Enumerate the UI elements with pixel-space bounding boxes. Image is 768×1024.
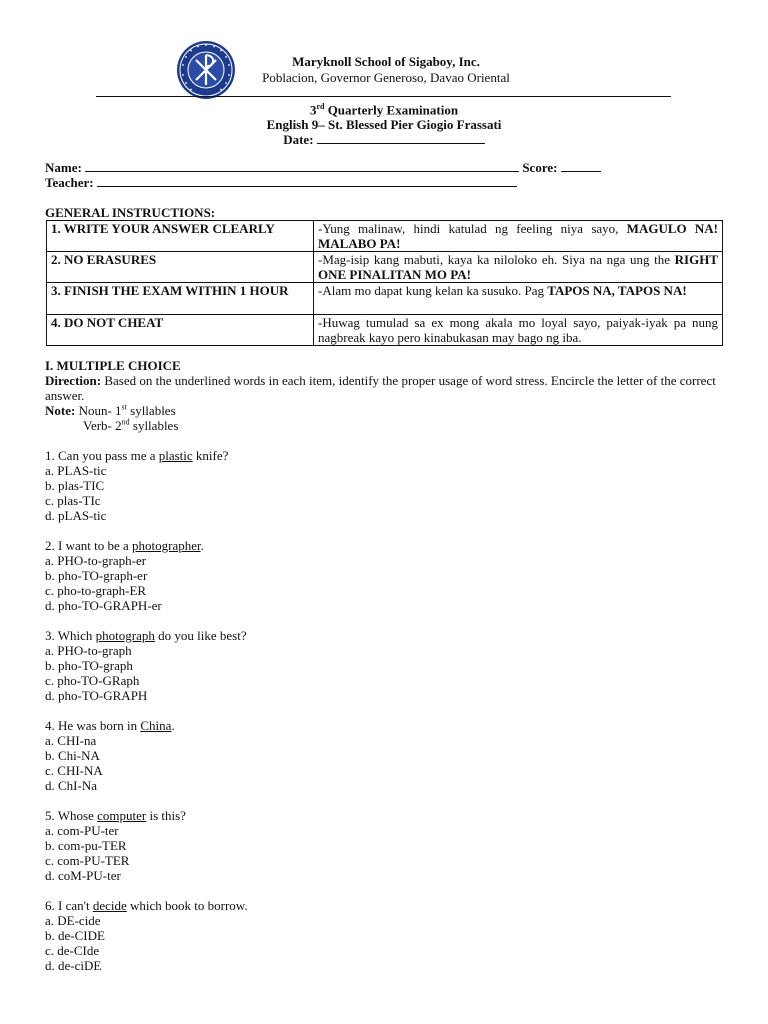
direction-label: Direction:: [45, 373, 102, 388]
answer-option[interactable]: b. com-pu-TER: [45, 838, 127, 853]
answer-option[interactable]: a. PHO-to-graph-er: [45, 553, 147, 568]
question-stem: [45, 448, 725, 463]
stem-pre: 1. Can you pass me a: [45, 448, 159, 463]
name-field[interactable]: [85, 160, 519, 172]
school-address: Poblacion, Governor Generoso, Davao Oriental: [262, 70, 510, 85]
instruction-row: [47, 252, 723, 283]
answer-option[interactable]: c. plas-TIc: [45, 493, 101, 508]
multiple-choice-section: [45, 358, 725, 973]
instruction-row: [47, 221, 723, 252]
instruction-row: [47, 315, 723, 346]
note-noun: [45, 403, 725, 418]
note-emphasis: TAPOS NA, TAPOS NA!: [547, 283, 687, 298]
answer-option[interactable]: b. de-CIDE: [45, 928, 105, 943]
answer-option[interactable]: c. com-PU-TER: [45, 853, 130, 868]
name-score-row: [45, 160, 601, 175]
quarter-suffix: rd: [316, 102, 325, 111]
stem-pre: 2. I want to be a: [45, 538, 133, 553]
answer-option[interactable]: d. pLAS-tic: [45, 508, 107, 523]
note-text: -Huwag tumulad sa ex mong akala mo loyal sayo, paiyak-iyak pa nung nagbreak kayo pero kinabukasan may bago ng iba.: [318, 315, 718, 345]
quarter-number: 3: [309, 102, 317, 118]
answer-option[interactable]: d. pho-TO-GRAPH-er: [45, 598, 162, 613]
date-label: Date:: [283, 132, 317, 148]
question-stem: [45, 808, 725, 823]
question-stem: [45, 898, 725, 913]
answer-option[interactable]: a. DE-cide: [45, 913, 101, 928]
score-label: Score:: [519, 160, 561, 175]
instruction-note: [314, 283, 723, 315]
instruction-note: [314, 252, 723, 283]
answer-option[interactable]: c. pho-TO-GRaph: [45, 673, 140, 688]
teacher-label: Teacher:: [45, 175, 97, 190]
teacher-row: [45, 175, 517, 190]
stem-post: .: [200, 538, 204, 553]
underlined-word: computer: [97, 808, 147, 823]
stem-post: is this?: [146, 808, 186, 823]
direction-text: Based on the underlined words in each item, identify the proper usage of word stress. Encircle the letter of the correct answer.: [45, 373, 716, 403]
question: [45, 448, 725, 523]
date-row: [196, 132, 572, 147]
stem-pre: 3. Which: [45, 628, 96, 643]
underlined-word: decide: [92, 898, 127, 913]
note-verb: [45, 418, 725, 433]
answer-option[interactable]: c. CHI-NA: [45, 763, 103, 778]
note-verb-tail: syllables: [129, 418, 179, 433]
instruction-note: [314, 221, 723, 252]
underlined-word: plastic: [158, 448, 193, 463]
stem-post: which book to borrow.: [126, 898, 248, 913]
answer-option[interactable]: b. Chi-NA: [45, 748, 100, 763]
note-noun-text: Noun- 1: [75, 403, 122, 418]
answer-option[interactable]: c. de-CIde: [45, 943, 100, 958]
exam-title: [196, 99, 572, 117]
note-label: Note:: [45, 403, 76, 418]
instruction-rule: 4. DO NOT CHEAT: [47, 315, 314, 346]
note-noun-sup: st: [121, 402, 127, 412]
stem-pre: 4. He was born in: [45, 718, 141, 733]
header-divider: [96, 96, 671, 97]
school-seal-chi-rho-icon: [176, 40, 236, 100]
answer-option[interactable]: d. coM-PU-ter: [45, 868, 121, 883]
instruction-rule: 2. NO ERASURES: [47, 252, 314, 283]
question: [45, 898, 725, 973]
answer-option[interactable]: b. plas-TIC: [45, 478, 105, 493]
answer-option[interactable]: a. CHI-na: [45, 733, 97, 748]
note-noun-tail: syllables: [126, 403, 176, 418]
instruction-rule: 3. FINISH THE EXAM WITHIN 1 HOUR: [47, 283, 314, 315]
question: [45, 628, 725, 703]
underlined-word: photograph: [95, 628, 155, 643]
answer-option[interactable]: c. pho-to-graph-ER: [45, 583, 147, 598]
question-stem: [45, 628, 725, 643]
date-field[interactable]: [317, 132, 485, 144]
note-emphasis: RIGHT ONE PINALITAN MO PA!: [318, 252, 718, 282]
section-title: I. MULTIPLE CHOICE: [45, 358, 181, 373]
name-label: Name:: [45, 160, 86, 175]
score-field[interactable]: [561, 160, 601, 172]
direction: [45, 373, 725, 403]
note-text: -Alam mo dapat kung kelan ka susuko. Pag: [318, 283, 548, 298]
exam-title-block: [196, 99, 572, 147]
question-stem: [45, 538, 725, 553]
question: [45, 538, 725, 613]
underlined-word: photographer: [132, 538, 201, 553]
answer-option[interactable]: b. pho-TO-graph-er: [45, 568, 148, 583]
answer-option[interactable]: d. ChI-Na: [45, 778, 97, 793]
general-instructions-title: GENERAL INSTRUCTIONS:: [45, 205, 216, 220]
school-header: [238, 54, 534, 86]
question-stem: [45, 718, 725, 733]
note-emphasis: MAGULO NA! MALABO PA!: [318, 221, 718, 251]
note-verb-text: Verb- 2: [83, 418, 122, 433]
stem-post: knife?: [192, 448, 229, 463]
stem-post: do you like best?: [154, 628, 247, 643]
note-text: -Yung malinaw, hindi katulad ng feeling niya sayo,: [318, 221, 627, 236]
teacher-field[interactable]: [97, 175, 517, 187]
answer-option[interactable]: a. com-PU-ter: [45, 823, 119, 838]
stem-pre: 6. I can't: [45, 898, 93, 913]
exam-subject: English 9– St. Blessed Pier Giogio Frassati: [266, 117, 502, 133]
instruction-row: [47, 283, 723, 315]
stem-post: .: [171, 718, 175, 733]
question: [45, 718, 725, 793]
exam-type: Quarterly Examination: [324, 102, 459, 118]
answer-option[interactable]: b. pho-TO-graph: [45, 658, 133, 673]
underlined-word: China: [140, 718, 172, 733]
instruction-rule: 1. WRITE YOUR ANSWER CLEARLY: [47, 221, 314, 252]
school-name: Maryknoll School of Sigaboy, Inc.: [292, 54, 480, 69]
note-text: -Mag-isip kang mabuti, kaya ka niloloko eh. Siya na nga ung the: [318, 252, 675, 267]
answer-option[interactable]: a. PLAS-tic: [45, 463, 107, 478]
answer-option[interactable]: d. pho-TO-GRAPH: [45, 688, 148, 703]
stem-pre: 5. Whose: [45, 808, 98, 823]
answer-option[interactable]: a. PHO-to-graph: [45, 643, 132, 658]
question: [45, 808, 725, 883]
instructions-table: [46, 220, 723, 346]
instruction-note: [314, 315, 723, 346]
school-seal-logo: [176, 40, 236, 100]
answer-option[interactable]: d. de-ciDE: [45, 958, 102, 973]
note-verb-sup: nd: [121, 417, 130, 427]
